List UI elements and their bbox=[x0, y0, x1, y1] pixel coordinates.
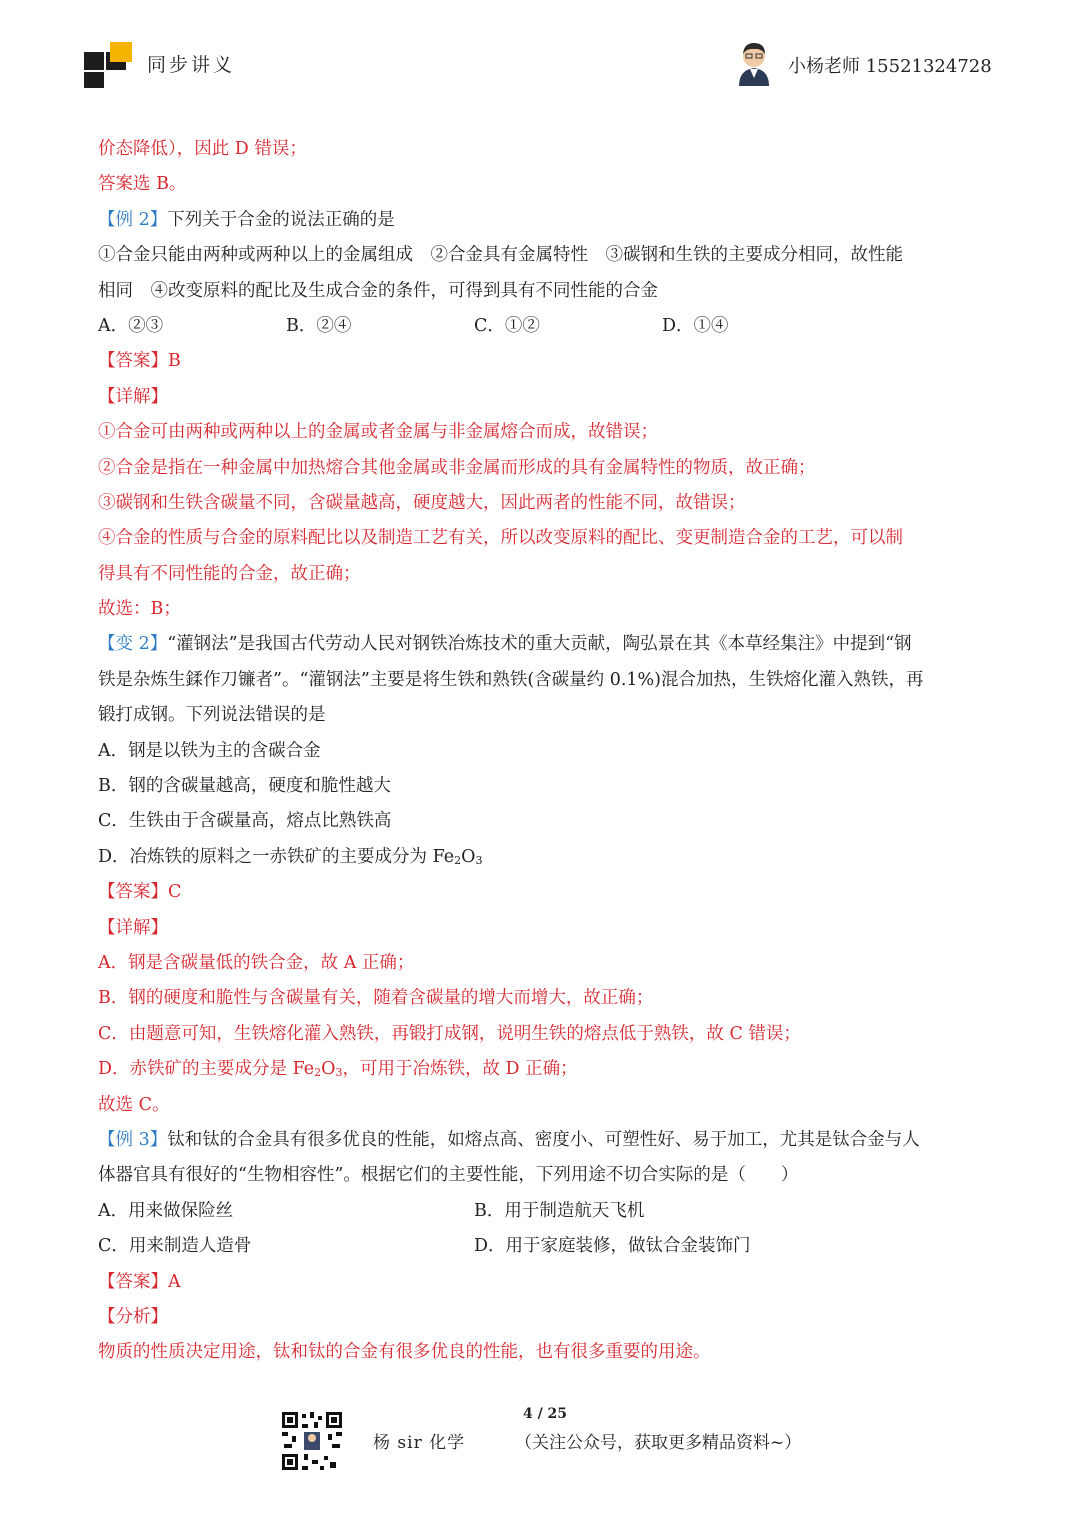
text-line: 故选 C。 bbox=[98, 1094, 170, 1115]
page-header bbox=[0, 0, 1080, 110]
detail-label: 【详解】 bbox=[98, 386, 168, 407]
example-2-options bbox=[98, 309, 988, 344]
text-line: 物质的性质决定用途，钛和钛的合金有很多优良的性能，也有很多重要的用途。 bbox=[98, 1342, 711, 1363]
option-d: D．用于家庭装修，做钛合金装饰门 bbox=[474, 1236, 751, 1257]
detail-label: 【详解】 bbox=[98, 917, 168, 938]
text-line: ①合金只能由两种或两种以上的金属组成 ②合金具有金属特性 ③碳钢和生铁的主要成分相同，故性能 bbox=[98, 245, 903, 266]
text-line: 得具有不同性能的合金，故正确； bbox=[98, 563, 361, 584]
text-line: 答案选 B。 bbox=[98, 174, 187, 195]
text-line: ②合金是指在一种金属中加热熔合其他金属或非金属而形成的具有金属特性的物质，故正确； bbox=[98, 457, 816, 478]
example-2-question: 【例 2】下列关于合金的说法正确的是 bbox=[98, 209, 395, 230]
option-b: B．②④ bbox=[286, 315, 352, 336]
qr-code-icon bbox=[280, 1410, 344, 1472]
logo-icon bbox=[80, 42, 136, 90]
footer-brand: 杨 sir 化学 bbox=[373, 1433, 466, 1453]
example-3-question: 【例 3】钛和钛的合金具有很多优良的性能，如熔点高、密度小、可塑性好、易于加工，尤其是钛合金与人 bbox=[98, 1129, 920, 1150]
text-line: 价态降低），因此 D 错误； bbox=[98, 139, 307, 159]
footer-note: （关注公众号，获取更多精品资料~） bbox=[515, 1433, 802, 1453]
option-a: A．②③ bbox=[98, 315, 164, 336]
option-d: D．冶炼铁的原料之一赤铁矿的主要成分为 $Fe_2O_3$ bbox=[98, 846, 483, 867]
text-line: ①合金可由两种或两种以上的金属或者金属与非金属熔合而成，故错误； bbox=[98, 422, 658, 443]
page-number: 4 / 25 bbox=[522, 1406, 568, 1422]
text-line: 体器官具有很好的“生物相容性”。根据它们的主要性能，下列用途不切合实际的是（ ） bbox=[98, 1165, 799, 1186]
example-3-options-row1 bbox=[98, 1194, 988, 1229]
option-d: D．①④ bbox=[662, 315, 729, 336]
answer-label: 【答案】B bbox=[98, 351, 181, 372]
option-a: A．钢是以铁为主的含碳合金 bbox=[98, 740, 321, 761]
header-title: 同步讲义 bbox=[147, 54, 236, 76]
answer-label: 【答案】C bbox=[98, 882, 182, 903]
option-c: C．用来制造人造骨 bbox=[98, 1236, 252, 1257]
answer-label: 【答案】A bbox=[98, 1271, 181, 1292]
text-line: ④合金的性质与合金的原料配比以及制造工艺有关，所以改变原料的配比、变更制造合金的工艺，可以制 bbox=[98, 528, 903, 549]
page-footer bbox=[0, 1400, 1080, 1500]
text-line: B．钢的硬度和脆性与含碳量有关，随着含碳量的增大而增大，故正确； bbox=[98, 988, 654, 1009]
option-b: B．用于制造航天飞机 bbox=[474, 1200, 645, 1221]
text-line: 锻打成钢。下列说法错误的是 bbox=[98, 705, 326, 726]
option-b: B．钢的含碳量越高，硬度和脆性越大 bbox=[98, 776, 391, 797]
text-line: 铁是杂炼生鍒作刀镰者”。“灌钢法”主要是将生铁和熟铁(含碳量约 0.1%)混合加热，生铁熔化灌入熟铁，再 bbox=[98, 669, 924, 690]
text-line: ③碳钢和生铁含碳量不同，含碳量越高，硬度越大，因此两者的性能不同，故错误； bbox=[98, 492, 746, 513]
option-a: A．用来做保险丝 bbox=[98, 1200, 234, 1221]
option-c: C．生铁由于含碳量高，熔点比熟铁高 bbox=[98, 811, 392, 832]
analysis-label: 【分析】 bbox=[98, 1306, 168, 1327]
teacher-contact: 小杨老师 15521324728 bbox=[788, 56, 992, 77]
teacher-avatar-icon bbox=[733, 38, 775, 86]
text-line: 故选：B； bbox=[98, 599, 181, 620]
example-tag: 【例 3】 bbox=[98, 1129, 168, 1150]
example-tag: 【例 2】 bbox=[98, 209, 168, 230]
text-line: C．由题意可知，生铁熔化灌入熟铁，再锻打成钢，说明生铁的熔点低于熟铁，故 C 错误； bbox=[98, 1023, 801, 1044]
document-body bbox=[98, 132, 988, 1371]
variant-tag: 【变 2】 bbox=[98, 634, 168, 655]
text-line: D．赤铁矿的主要成分是 $Fe_2O_3$，可用于冶炼铁，故 D 正确； bbox=[98, 1059, 578, 1080]
option-c: C．①② bbox=[474, 315, 540, 336]
example-3-options-row2 bbox=[98, 1229, 988, 1264]
variant-2-question: 【变 2】“灌钢法”是我国古代劳动人民对钢铁冶炼技术的重大贡献，陶弘景在其《本草经集注》中提到“钢 bbox=[98, 634, 912, 655]
text-line: A．钢是含碳量低的铁合金，故 A 正确； bbox=[98, 952, 415, 973]
text-line: 相同 ④改变原料的配比及生成合金的条件，可得到具有不同性能的合金 bbox=[98, 280, 658, 301]
